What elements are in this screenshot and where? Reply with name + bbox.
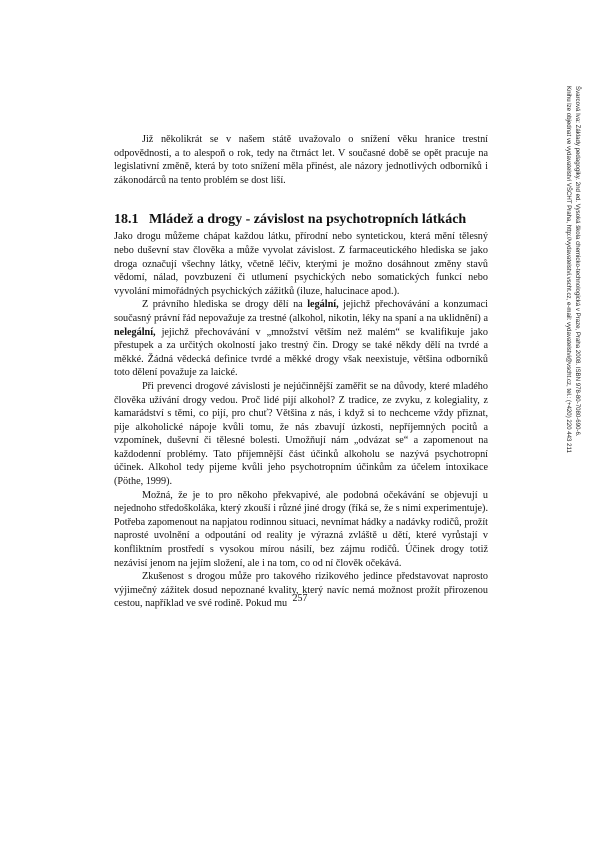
section-number: 18.1 bbox=[114, 212, 139, 228]
paragraph-expectations: Možná, že je to pro někoho překvapivé, ale podobná očekávání se objevují u nejednoho středoškoláka, který zkouší i různé jiné drogy (říká se, že s nimi experimentuje). Potřeba zapomenout na napjatou rodinnou situaci, nevnímat hádky a nadávky rodičů, prožít naprosté uvolnění a odpoutání od reality je výrazná zvláště u dětí, které vyrůstají v konfliktním prostředí s vysokou mírou násilí, bez zájmu rodičů. Účinek drogy totiž nezávisí jenom na jejím složení, ale i na tom, co od ní člověk očekává. bbox=[114, 489, 488, 569]
section-heading bbox=[114, 211, 488, 228]
text-run: jejichž přechovávání v „množství větším než malém“ se kvalifikuje jako přestupek a za určitých okolností jako trestný čin. Drogy se také někdy dělí na tvrdé a měkké. Žádná vědecká definice tvrdé a měkké drogy však neexistuje, většina odborníků toto dělení považuje za laické. bbox=[114, 326, 488, 379]
paragraph-experience: Zkušenost s drogou může pro takového rizikového jedince představovat naprosto výjimečný zážitek dosud nepoznané kvality, který navíc nemá možnost prožít přirozenou cestou, například ve své rodině. Pokud mu bbox=[114, 571, 488, 610]
intro-paragraph: Již několikrát se v našem státě uvažovalo o snížení věku hranice trestní odpovědnosti, a to alespoň o rok, tedy na čtrnáct let. V současné době se opět pracuje na legislativní změně, která by toto snížení měla přinést, ale názory jednotlivých odborníků i zákonodárců na tento problém se dost liší. bbox=[114, 134, 488, 186]
text-run: Z právního hlediska se drogy dělí na bbox=[142, 299, 308, 311]
section-title: Mládež a drogy - závislost na psychotropních látkách bbox=[149, 212, 467, 228]
bold-term-legal: legální, bbox=[307, 299, 339, 311]
paragraph-definition: Jako drogu můžeme chápat každou látku, přírodní nebo syntetickou, která mění tělesný nebo duševní stav člověka a může vyvolat závislost. Z farmaceutického hlediska se jako droga označují všechny látky, včetně léčiv, kterými je možno dosáhnout změny stavů vědomí, nálad, povzbuzení či utlumení psychických nebo somatických funkcí nebo vyvolání mimořádných psychických zážitků (iluze, halucinace apod.). bbox=[114, 231, 488, 297]
citation-line-1: Švarcová Iva: Základy pedagogiky. 2nd ed. Vysoká škola chemicko-technologická v Praze, Praha 2008. ISBN 978-80-7080-690-6. bbox=[574, 86, 581, 437]
page-body bbox=[114, 133, 488, 611]
citation-line-2: Knihu lze objednat ve vydavatelství VŠCHT Praha, http://vydavatelstvi.vscht.cz, e-mail: vydavatelstvi@vscht.cz, tel.: (+420) 220 443 211 bbox=[565, 86, 572, 453]
text-run: jejichž přechovávání a konzumaci současný právní řád nepovažuje za trestné (alkohol, nikotin, léky na spaní a na uklidnění) a bbox=[114, 299, 488, 324]
paragraph-legal bbox=[114, 298, 488, 380]
page-number: 257 bbox=[292, 593, 308, 604]
paragraph-prevention: Při prevenci drogové závislosti je nejúčinnější zaměřit se na důvody, které mladého člověka užívání drogy vedou. Proč lidé pijí alkohol? Z tradice, ze zvyku, z kolegiality, z kamarádství s těmi, co pijí, pro chuť? Většina z nás, i když si to nechceme vždy přiznat, pije alkoholické nápoje kvůli tomu, že nás zbavují úzkosti, nepříjemných pocitů a vzpomínek, duševní či tělesné bolesti. Umožňují nám „odvázat se“ a zapomenout na každodenní problémy. Tato příjemnější část účinků alkoholu se nazývá psychotropní účinek. Alkohol tedy pijeme kvůli jeho psychotropním účinkům za účelem intoxikace (Pöthe, 1999). bbox=[114, 380, 488, 488]
side-citation bbox=[560, 86, 590, 706]
bold-term-illegal: nelegální, bbox=[114, 326, 156, 338]
